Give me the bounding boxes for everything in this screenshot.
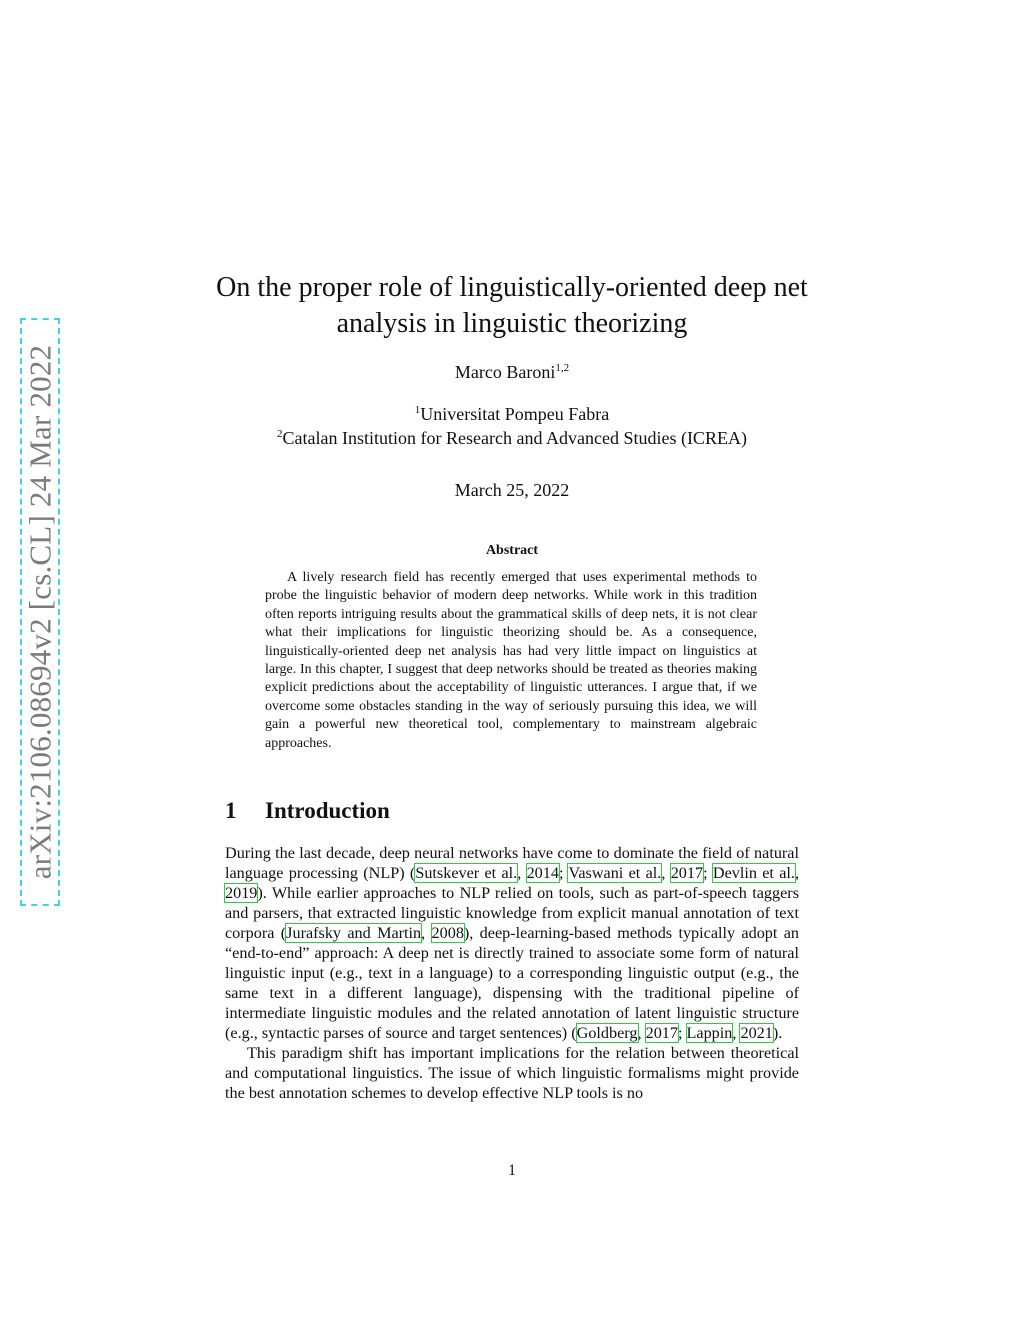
citation-link[interactable]: Lappin — [686, 1024, 733, 1042]
citation-link[interactable]: Sutskever et al. — [415, 864, 518, 882]
section-heading — [225, 798, 390, 824]
citation-link[interactable]: Jurafsky and Martin — [286, 924, 422, 942]
paragraph-2: This paradigm shift has important implications for the relation between theoretical and computational linguistics. The issue of which linguistic formalisms might provide the best annotation schemes to develop effective NLP tools is no — [225, 1044, 799, 1102]
body-text — [225, 843, 799, 1103]
paper-title: On the proper role of linguistically-oriented deep net analysis in linguistic theorizing — [216, 272, 808, 339]
citation-link[interactable]: 2017 — [670, 864, 704, 882]
author-affiliation-marks: 1,2 — [555, 362, 570, 374]
abstract-text: A lively research field has recently emerged that uses experimental methods to probe the linguistic behavior of modern deep networks. While work in this tradition often reports intriguing results about the grammatical skills of deep nets, it is not clear what their implications for linguistic theorizing should be. As a consequence, linguistically-oriented deep net analysis has had very little impact on linguistics at large. In this chapter, I suggest that deep networks should be treated as theories making explicit predictions about the acceptability of linguistic utterances. I argue that, if we overcome some obstacles standing in the way of seriously pursuing this idea, we will gain a powerful new theoretical tool, complementary to mainstream algebraic approaches. — [265, 570, 757, 751]
section-number: 1 — [225, 798, 237, 823]
abstract-heading: Abstract — [485, 543, 539, 558]
citation-link[interactable]: Goldberg — [576, 1024, 638, 1042]
affiliations — [180, 402, 844, 450]
citation-link[interactable]: 2008 — [431, 924, 464, 942]
author-name: Marco Baroni — [454, 362, 556, 382]
arxiv-stamp[interactable] — [20, 318, 60, 906]
citation-link[interactable]: 2014 — [526, 864, 559, 882]
page-number: 1 — [508, 1162, 516, 1179]
citation-link[interactable]: Devlin et al. — [712, 864, 795, 882]
section-title: Introduction — [265, 798, 390, 823]
affiliation-2: $^2$Catalan Institution for Research and Advanced Studies (ICREA) — [277, 428, 747, 448]
citation-link[interactable]: 2021 — [740, 1024, 773, 1042]
paper-date: March 25, 2022 — [454, 480, 570, 500]
citation-link[interactable]: 2017 — [645, 1024, 678, 1042]
arxiv-stamp-text: arXiv:2106.08694v2 [cs.CL] 24 Mar 2022 — [22, 344, 57, 880]
affiliation-1: $^1$Universitat Pompeu Fabra — [414, 404, 610, 424]
citation-link[interactable]: Vaswani et al. — [568, 864, 662, 882]
author — [180, 362, 844, 383]
citation-link[interactable]: 2019 — [225, 884, 258, 902]
paragraph-1: During the last decade, deep neural networks have come to dominate the field of natural language processing (NLP) (Sutskever et al., 2014; Vaswani et al., 2017; Devlin et al., 2019). While earlier approaches to NLP relied on tools, such as part-of-speech taggers and parsers, that extracted linguistic knowledge from explicit manual annotation of text corpora (Jurafsky and Martin, 2008), deep-learning-based methods typically adopt an “end-to-end” approach: A deep net is directly trained to associate some form of natural linguistic input (e.g., text in a language) to a corresponding linguistic output (e.g., the same text in a different language), dispensing with the traditional pipeline of intermediate linguistic modules and the related annotation of latent linguistic structure (e.g., syntactic parses of source and target sentences) (Goldberg, 2017; Lappin, 2021). — [225, 844, 800, 1042]
